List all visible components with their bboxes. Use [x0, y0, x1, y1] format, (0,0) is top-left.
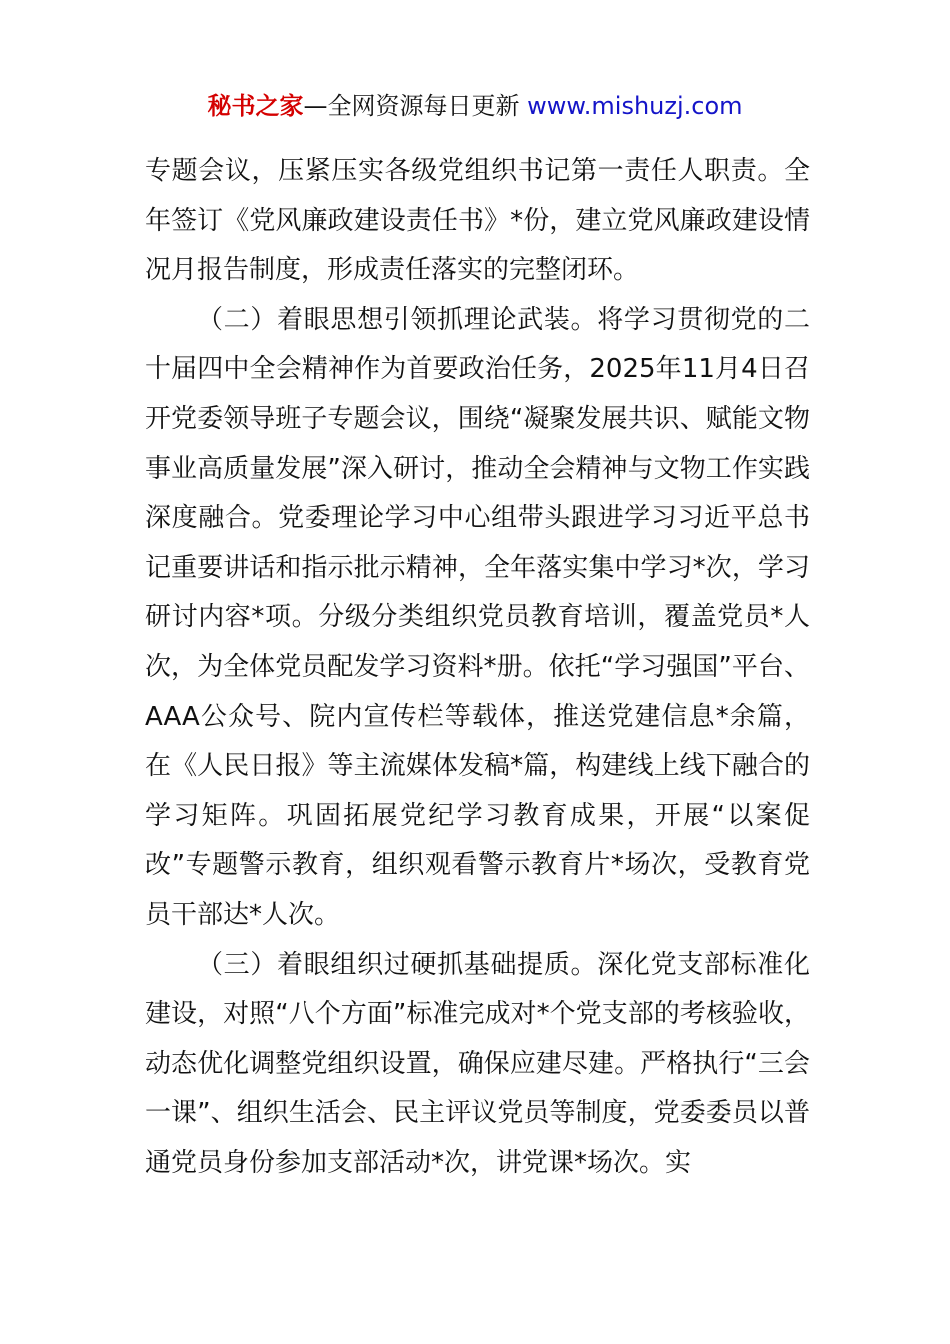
paragraph-section-3: （三）着眼组织过硬抓基础提质。深化党支部标准化建设，对照“八个方面”标准完成对*个党支部的考核验收，动态优化调整党组织设置，确保应建尽建。严格执行“三会一课”、组织生活会、民主评议党员等制度，党委委员以普通党员身份参加支部活动*次，讲党课*场次。实 — [145, 949, 810, 1178]
site-brand: 秘书之家 — [207, 92, 304, 120]
site-header — [0, 90, 950, 122]
paragraph-continuation: 专题会议，压紧压实各级党组织书记第一责任人职责。全年签订《党风廉政建设责任书》*份，建立党风廉政建设情况月报告制度，形成责任落实的完整闭环。 — [145, 156, 810, 286]
site-url-link[interactable]: www.mishuzj.com — [527, 92, 743, 120]
paragraph-section-2: （二）着眼思想引领抓理论武装。将学习贯彻党的二十届四中全会精神作为首要政治任务，2025年11月4日召开党委领导班子专题会议，围绕“凝聚发展共识、赋能文物事业高质量发展”深入研讨，推动全会精神与文物工作实践深度融合。党委理论学习中心组带头跟进学习习近平总书记重要讲话和指示批示精神，全年落实集中学习*次，学习研讨内容*项。分级分类组织党员教育培训，覆盖党员*人次，为全体党员配发学习资料*册。依托“学习强国”平台、AAA公众号、院内宣传栏等载体，推送党建信息*余篇，在《人民日报》等主流媒体发稿*篇，构建线上线下融合的学习矩阵。巩固拓展党纪学习教育成果，开展“以案促改”专题警示教育，组织观看警示教育片*场次，受教育党员干部达*人次。 — [145, 304, 810, 930]
document-body — [145, 147, 810, 1188]
site-tagline: —全网资源每日更新 — [303, 92, 528, 120]
